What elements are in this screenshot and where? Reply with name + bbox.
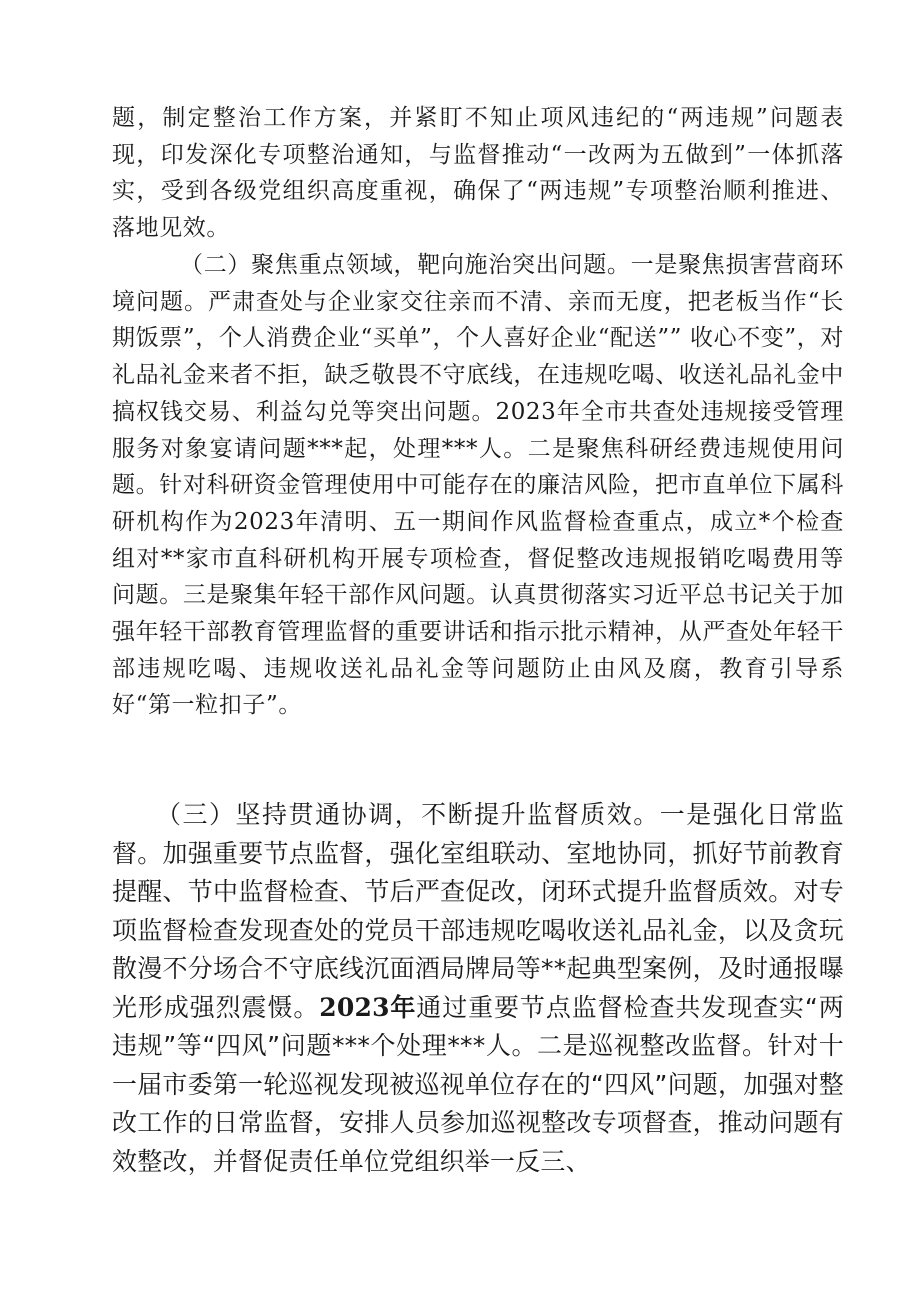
section-three-text-before: （三）坚持贯通协调，不断提升监督质效。一是强化日常监督。加强重要节点监督，强化室组联动、室地协同，抓好节前教育提醒、节中监督检查、节后严查促改，闭环式提升监督质效。对专项监督检查发现查处的党员干部违规吃喝收送礼品礼金，以及贪玩散漫不分场合不守底线沉面酒局牌局等**起典型案例，及时通报曝光形成强烈震慑。 [112,800,844,1022]
paragraph-section-two: （二）聚焦重点领域，靶向施治突出问题。一是聚焦损害营商环境问题。严肃查处与企业家交往亲而不清、亲而无度，把老板当作“长期饭票”，个人消费企业“买单”，个人喜好企业“配送”” 收心不变”，对礼品礼金来者不拒，缺乏敬畏不守底线，在违规吃喝、收送礼品礼金中搞权钱交易、利益勾兑等突出问题。2023年全市共查处违规接受管理服务对象宴请问题***起，处理***人。二是聚焦科研经费违规使用问题。针对科研资金管理使用中可能存在的廉洁风险，把市直单位下属科研机构作为2023年清明、五一期间作风监督检查重点，成立*个检查组对**家市直科研机构开展专项检查，督促整改违规报销吃喝费用等问题。三是聚集年轻干部作风问题。认真贯彻落实习近平总书记关于加强年轻干部教育管理监督的重要讲话和指示批示精神，从严查处年轻干部违规吃喝、违规收送礼品礼金等问题防止由风及腐，教育引导系好“第一粒扣子”。 [112,252,844,719]
paragraph-section-three [112,796,844,1181]
paragraph-continuation: 题，制定整治工作方案，并紧盯不知止项风违纪的“两违规”问题表现，印发深化专项整治通知，与监督推动“一改两为五做到”一体抓落实，受到各级党组织高度重视，确保了“两违规”专项整治顺利推进、落地见效。 [112,105,844,242]
section-three-year-bold: 2023年 [319,992,417,1022]
section-three-text-after: 通过重要节点监督检查共发现查实“两违规”等“四风”问题***个处理***人。二是巡视整改监督。针对十一届市委第一轮巡视发现被巡视单位存在的“四风”问题，加强对整改工作的日常监督，安排人员参加巡视整改专项督查，推动问题有效整改，并督促责任单位党组织举一反三、 [112,992,844,1176]
